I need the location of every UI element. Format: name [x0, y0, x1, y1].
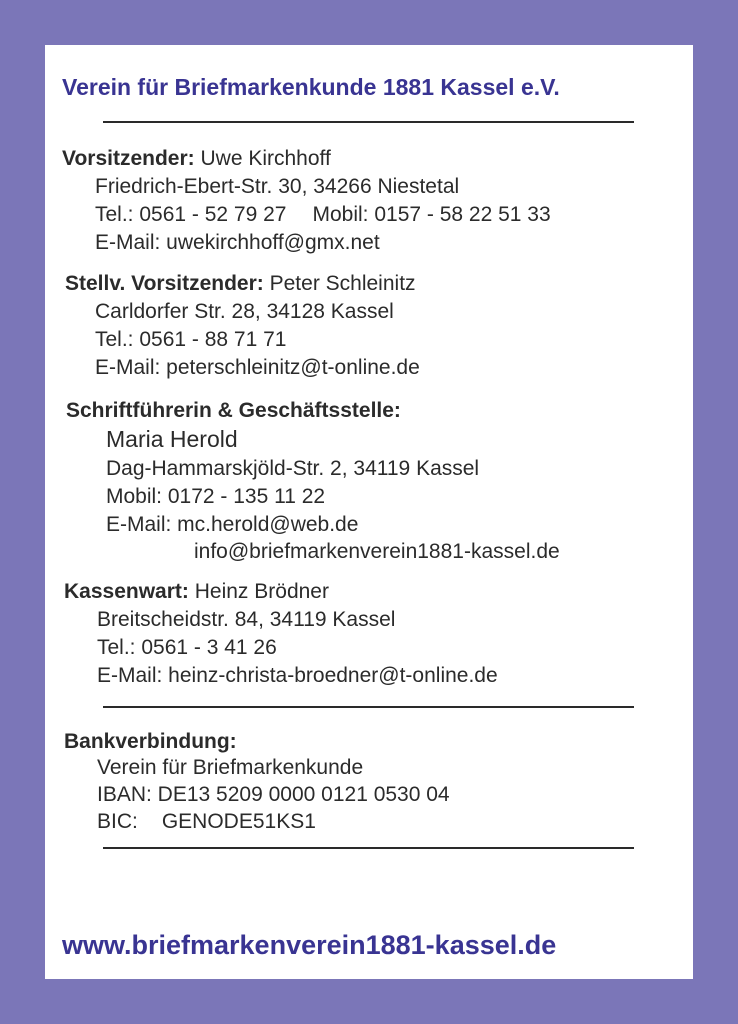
chairman-heading [62, 146, 331, 172]
chairman-label: Vorsitzender: [62, 147, 195, 170]
chairman-mobile: Mobil: 0157 - 58 22 51 33 [312, 203, 551, 226]
treasurer-label: Kassenwart: [64, 580, 189, 603]
treasurer-email: E-Mail: heinz-christa-broedner@t-online.de [97, 664, 498, 687]
chairman-email: E-Mail: uwekirchhoff@gmx.net [95, 231, 380, 254]
divider-top [103, 121, 634, 123]
bank-bic-line [97, 809, 316, 835]
secretary-address: Dag-Hammarskjöld-Str. 2, 34119 Kassel [106, 457, 480, 480]
bank-bic: GENODE51KS1 [161, 810, 316, 833]
deputy-name: Peter Schleinitz [269, 272, 416, 295]
bank-iban: IBAN: DE13 5209 0000 0121 0530 04 [97, 783, 450, 806]
treasurer-address: Breitscheidstr. 84, 34119 Kassel [97, 608, 396, 631]
website-link[interactable]: www.briefmarkenverein1881-kassel.de [62, 930, 557, 960]
bank-bic-label: BIC: [97, 810, 138, 833]
deputy-phone: Tel.: 0561 - 88 71 71 [95, 328, 287, 351]
treasurer-name: Heinz Brödner [194, 580, 329, 603]
chairman-address: Friedrich-Ebert-Str. 30, 34266 Niestetal [95, 175, 460, 198]
divider-middle [103, 706, 634, 708]
deputy-heading [65, 271, 416, 297]
chairman-contact [95, 202, 551, 228]
divider-bottom [103, 847, 634, 849]
deputy-label: Stellv. Vorsitzender: [65, 272, 264, 295]
secretary-email-info: info@briefmarkenverein1881-kassel.de [194, 540, 560, 563]
bank-holder: Verein für Briefmarkenkunde [97, 756, 364, 779]
secretary-mobile: Mobil: 0172 - 135 11 22 [106, 485, 326, 508]
deputy-email: E-Mail: peterschleinitz@t-online.de [95, 356, 420, 379]
chairman-name: Uwe Kirchhoff [200, 147, 331, 170]
treasurer-phone: Tel.: 0561 - 3 41 26 [97, 636, 277, 659]
treasurer-heading [64, 579, 329, 605]
chairman-phone: Tel.: 0561 - 52 79 27 [95, 203, 287, 226]
secretary-email: E-Mail: mc.herold@web.de [106, 513, 359, 536]
club-title: Verein für Briefmarkenkunde 1881 Kassel e.V. [62, 74, 560, 100]
deputy-address: Carldorfer Str. 28, 34128 Kassel [95, 300, 394, 323]
secretary-label: Schriftführerin & Geschäftsstelle: [66, 399, 401, 422]
bank-label: Bankverbindung: [64, 730, 237, 753]
secretary-name: Maria Herold [106, 426, 238, 452]
